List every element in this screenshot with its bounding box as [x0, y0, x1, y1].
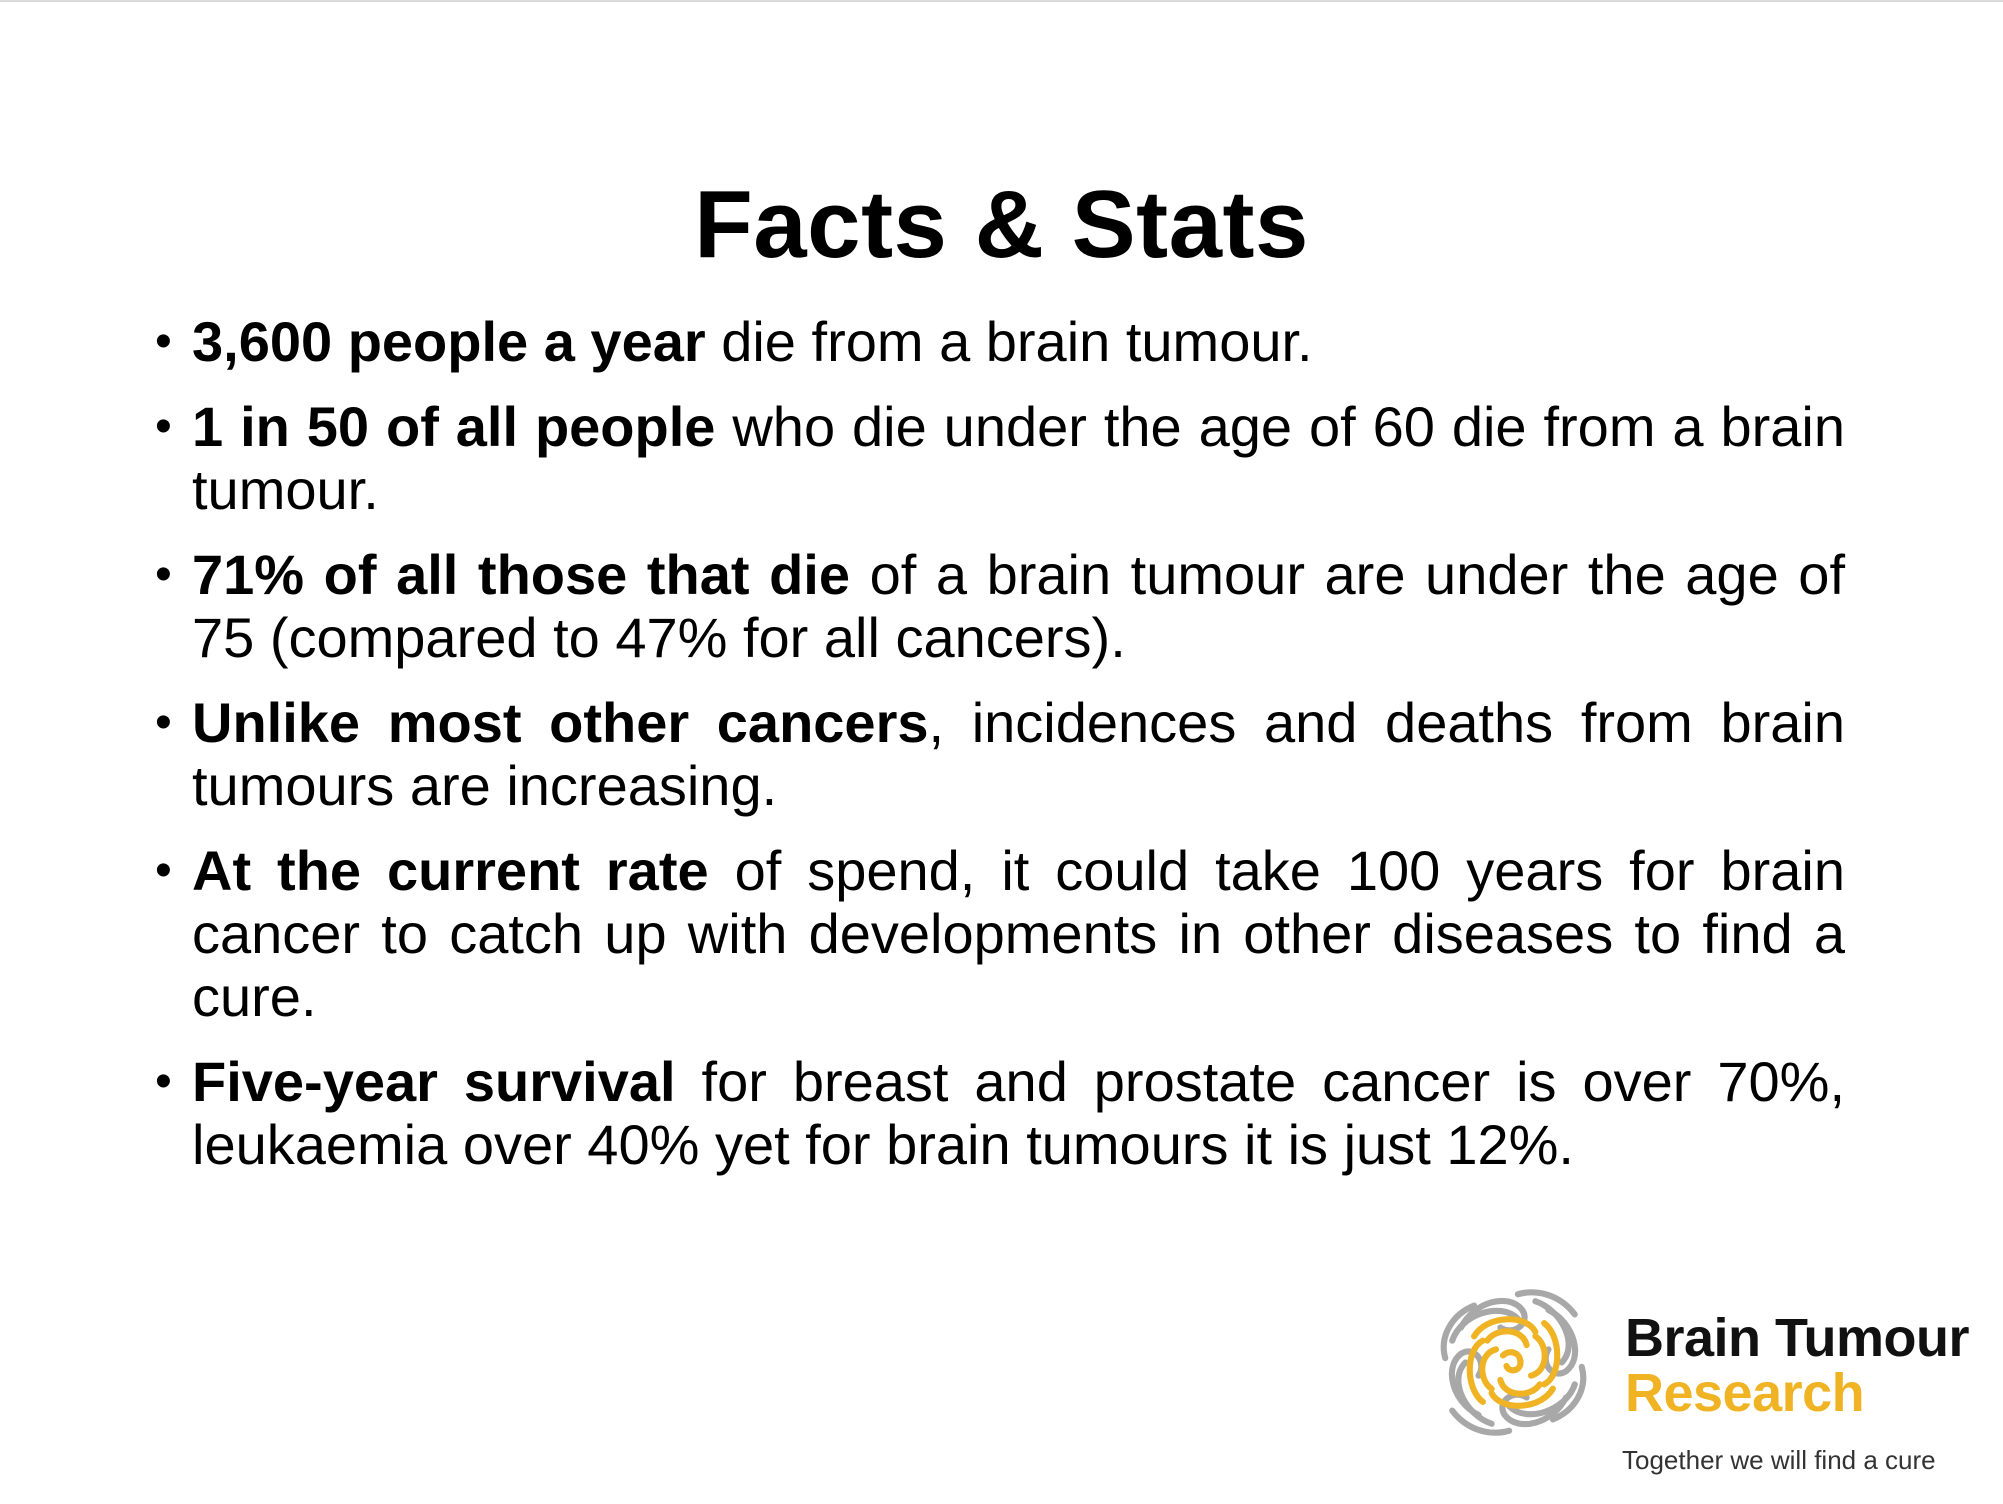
fact-highlight: Five-year survival — [192, 1050, 676, 1113]
facts-list — [155, 310, 1845, 1198]
fact-text: who die under the age of 60 die from a brain tumour. — [192, 395, 1846, 521]
logo-tagline: Together we will find a cure — [1622, 1445, 1936, 1475]
fact-highlight: 71% of all those that die — [192, 543, 850, 606]
brain-tumour-research-logo — [1420, 1265, 1980, 1485]
fact-highlight: 3,600 people a year — [192, 310, 706, 373]
fact-highlight: Unlike most other cancers — [192, 691, 929, 754]
fact-item — [155, 1050, 1845, 1176]
bullet-dot: • — [155, 844, 172, 897]
fact-item — [155, 543, 1845, 669]
bullet-dot: • — [155, 696, 172, 749]
bullet-dot: • — [155, 548, 172, 601]
bullet-dot: • — [155, 1055, 172, 1108]
fact-item — [155, 839, 1845, 1028]
logo-name-brain-tumour: Brain Tumour — [1625, 1308, 1969, 1368]
fact-highlight: At the current rate — [192, 839, 709, 902]
fact-text: of spend, it could take 100 years for brain cancer to catch up with developments in other diseases to find a cure. — [192, 839, 1845, 1028]
bullet-dot: • — [155, 400, 172, 453]
fact-text: , incidences and deaths from brain tumours are increasing. — [192, 691, 1845, 817]
bullet-dot: • — [155, 315, 172, 368]
brain-swirl-icon — [1426, 1275, 1601, 1450]
logo-name-research: Research — [1625, 1363, 1865, 1423]
fact-item — [155, 691, 1845, 817]
fact-text: of a brain tumour are under the age of 75 (compared to 47% for all cancers). — [192, 543, 1845, 669]
fact-text: for breast and prostate cancer is over 70%, leukaemia over 40% yet for brain tumours it is just 12%. — [192, 1050, 1846, 1176]
fact-text: die from a brain tumour. — [705, 310, 1313, 373]
fact-item — [155, 310, 1845, 373]
slide-title: Facts & Stats — [694, 171, 1309, 278]
top-divider — [0, 0, 2003, 2]
fact-highlight: 1 in 50 of all people — [192, 395, 716, 458]
fact-item — [155, 395, 1845, 521]
